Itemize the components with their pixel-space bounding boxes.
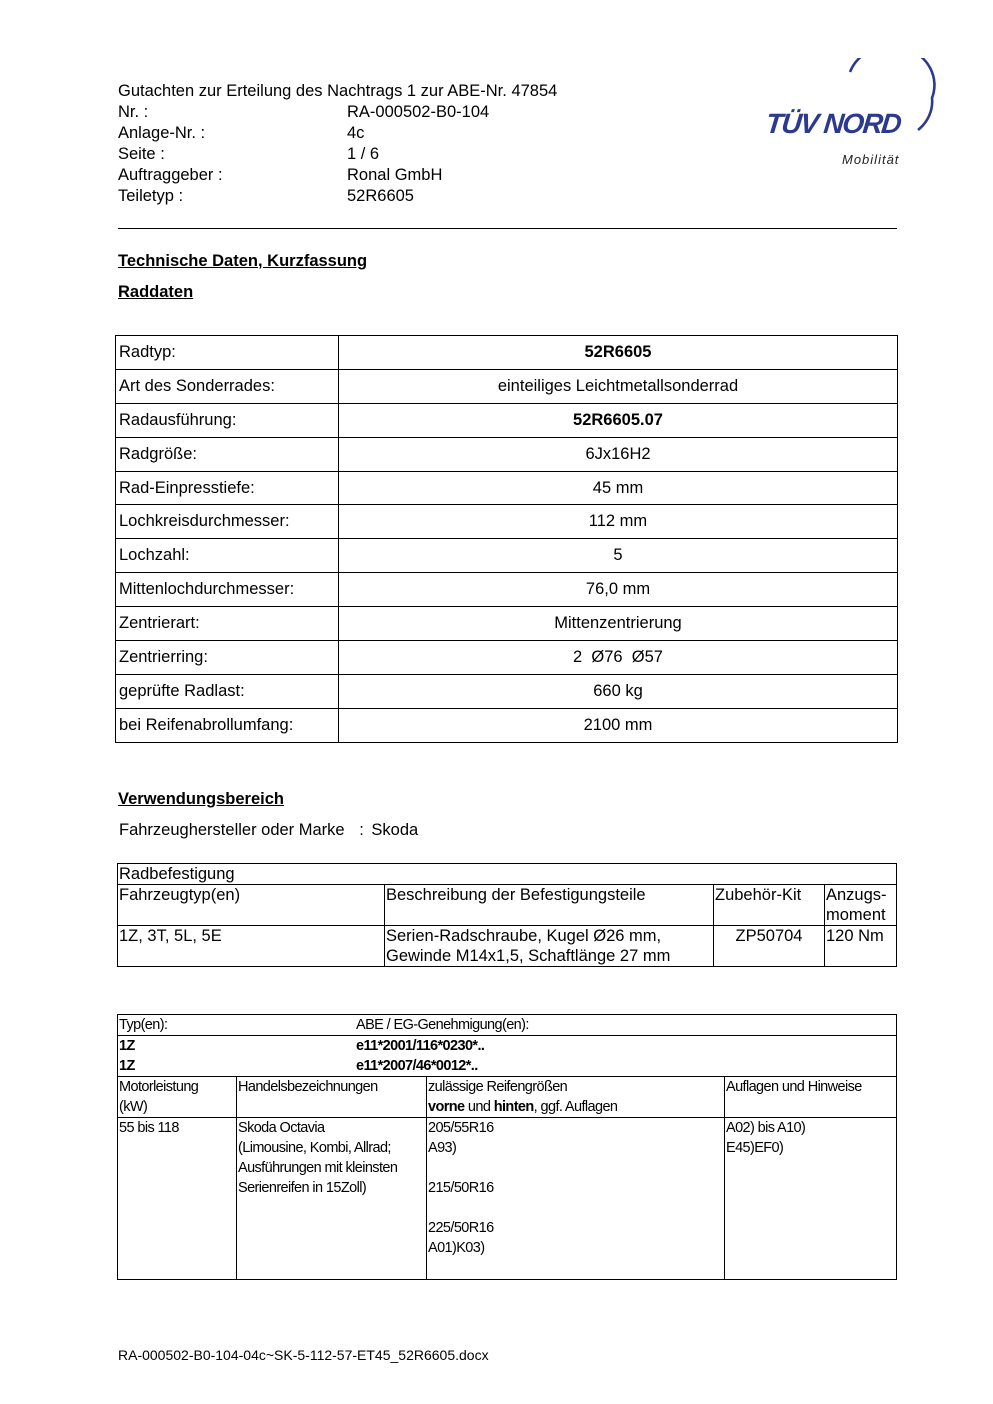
abe-head-cell	[118, 1015, 897, 1036]
document-title: Gutachten zur Erteilung des Nachtrags 1 zur ABE-Nr. 47854	[118, 82, 558, 100]
header-value: 1 / 6	[347, 145, 380, 163]
col-header: Auflagen und Hinweise	[725, 1077, 897, 1118]
cell-anzugsmoment: 120 Nm	[825, 926, 897, 967]
header-row-nr	[118, 102, 489, 123]
abe-number: e11*2007/46*0012*..	[356, 1058, 478, 1074]
cell-fahrzeugtyp: 1Z, 3T, 5L, 5E	[118, 926, 385, 967]
abe-table	[117, 1014, 897, 1280]
col-header-anzugsmoment	[825, 885, 897, 926]
cell-auflagen	[725, 1118, 897, 1280]
cell-beschreibung	[385, 926, 714, 967]
cell-line: E45)EF0)	[726, 1140, 784, 1156]
raddaten-label: Lochzahl:	[116, 539, 339, 573]
cell-line: A93)	[428, 1140, 457, 1156]
raddaten-label: Lochkreisdurchmesser:	[116, 505, 339, 539]
hersteller-value: Skoda	[371, 821, 419, 839]
header-label: Nr. :	[118, 103, 149, 121]
col-header: Zubehör-Kit	[714, 885, 825, 926]
table-row	[116, 607, 898, 641]
table-row	[116, 539, 898, 573]
table-row	[116, 641, 898, 675]
table-row	[116, 403, 898, 437]
raddaten-value: 112 mm	[339, 505, 898, 539]
reifen-header-text: , ggf. Auflagen	[533, 1099, 618, 1115]
raddaten-label: Mittenlochdurchmesser:	[116, 573, 339, 607]
hersteller-line	[119, 821, 418, 840]
header-row-anlage	[118, 123, 364, 144]
table-row	[118, 1015, 897, 1036]
typ-label: Typ(en):	[119, 1017, 168, 1033]
cell-line	[428, 1198, 723, 1218]
header-value: 4c	[347, 124, 365, 142]
raddaten-value: 2 Ø76 Ø57	[339, 641, 898, 675]
beschreibung-line: Gewinde M14x1,5, Schaftlänge 27 mm	[386, 947, 671, 965]
abe-number: e11*2001/116*0230*..	[356, 1038, 485, 1054]
raddaten-value: 52R6605.07	[339, 403, 898, 437]
raddaten-value: 6Jx16H2	[339, 437, 898, 471]
header-row-seite	[118, 144, 379, 165]
table-row	[118, 1118, 897, 1280]
raddaten-value: 5	[339, 539, 898, 573]
raddaten-table	[115, 335, 898, 743]
table-row	[118, 1077, 897, 1118]
raddaten-value: Mittenzentrierung	[339, 607, 898, 641]
table-row	[116, 573, 898, 607]
raddaten-label: bei Reifenabrollumfang:	[116, 708, 339, 742]
section-raddaten: Raddaten	[118, 283, 194, 301]
beschreibung-line: Serien-Radschraube, Kugel Ø26 mm,	[386, 927, 662, 945]
footer-filename: RA-000502-B0-104-04c~SK-5-112-57-ET45_52R6605.docx	[118, 1347, 489, 1363]
raddaten-value: 52R6605	[339, 336, 898, 370]
cell-motorleistung: 55 bis 118	[118, 1118, 237, 1280]
table-row	[116, 336, 898, 370]
raddaten-value: einteiliges Leichtmetallsonderrad	[339, 369, 898, 403]
raddaten-value: 2100 mm	[339, 708, 898, 742]
logo-subtitle: Mobilität	[842, 152, 900, 167]
table-row	[116, 471, 898, 505]
table-row	[116, 437, 898, 471]
raddaten-label: geprüfte Radlast:	[116, 674, 339, 708]
motor-header-line: (kW)	[119, 1099, 148, 1115]
abe-label: ABE / EG-Genehmigung(en):	[356, 1017, 529, 1033]
section-technische-daten: Technische Daten, Kurzfassung	[118, 252, 368, 270]
table-row	[116, 369, 898, 403]
header-label: Seite :	[118, 145, 165, 163]
header-divider	[118, 228, 897, 229]
table-row	[118, 1036, 897, 1077]
cell-line: Skoda Octavia	[238, 1120, 325, 1136]
cell-line	[428, 1158, 723, 1178]
table-row	[118, 864, 897, 885]
col-header: Fahrzeugtyp(en)	[118, 885, 385, 926]
hersteller-label: Fahrzeughersteller oder Marke	[119, 821, 345, 839]
header-label: Teiletyp :	[118, 187, 184, 205]
col-header-motor	[118, 1077, 237, 1118]
typ-value: 1Z	[119, 1038, 135, 1054]
raddaten-label: Zentrierring:	[116, 641, 339, 675]
cell-reifengroessen	[427, 1118, 725, 1280]
header-value: Ronal GmbH	[347, 166, 443, 184]
cell-line: Ausführungen mit kleinsten	[238, 1160, 398, 1176]
header-label: Anlage-Nr. :	[118, 124, 206, 142]
col-header: Beschreibung der Befestigungsteile	[385, 885, 714, 926]
reifen-header-text: und	[464, 1099, 494, 1115]
cell-line: 225/50R16	[428, 1220, 494, 1236]
typ-value: 1Z	[119, 1058, 135, 1074]
col-header: Anzugs-	[826, 886, 887, 904]
radbefestigung-title: Radbefestigung	[118, 864, 897, 885]
table-row	[118, 885, 897, 926]
col-header: Handelsbezeichnungen	[237, 1077, 427, 1118]
raddaten-label: Art des Sonderrades:	[116, 369, 339, 403]
cell-line: A01)K03)	[428, 1240, 485, 1256]
raddaten-value: 45 mm	[339, 471, 898, 505]
hersteller-separator: :	[359, 821, 364, 839]
raddaten-label: Radtyp:	[116, 336, 339, 370]
raddaten-value: 660 kg	[339, 674, 898, 708]
raddaten-label: Radausführung:	[116, 403, 339, 437]
table-row	[116, 674, 898, 708]
col-header: moment	[826, 906, 886, 924]
cell-line: Serienreifen in 15Zoll)	[238, 1180, 367, 1196]
motor-header-line: Motorleistung	[119, 1079, 199, 1095]
reifen-header-line: zulässige Reifengrößen	[428, 1079, 568, 1095]
header-row-auftraggeber	[118, 165, 442, 186]
abe-types-cell	[118, 1036, 897, 1077]
reifen-header-bold: vorne	[428, 1099, 465, 1115]
cell-zubehoer-kit: ZP50704	[714, 926, 825, 967]
raddaten-label: Zentrierart:	[116, 607, 339, 641]
section-verwendungsbereich: Verwendungsbereich	[118, 790, 284, 808]
table-row	[116, 505, 898, 539]
header-label: Auftraggeber :	[118, 166, 223, 184]
cell-line: A02) bis A10)	[726, 1120, 806, 1136]
cell-line: 215/50R16	[428, 1180, 494, 1196]
table-row	[118, 926, 897, 967]
raddaten-value: 76,0 mm	[339, 573, 898, 607]
header-value: RA-000502-B0-104	[347, 103, 490, 121]
table-row	[116, 708, 898, 742]
reifen-header-bold: hinten	[493, 1099, 534, 1115]
cell-line: (Limousine, Kombi, Allrad;	[238, 1140, 391, 1156]
header-row-teiletyp	[118, 186, 414, 207]
col-header-reifen	[427, 1077, 725, 1118]
cell-handelsbezeichnung	[237, 1118, 427, 1280]
raddaten-label: Rad-Einpresstiefe:	[116, 471, 339, 505]
radbefestigung-table	[117, 863, 897, 967]
raddaten-label: Radgröße:	[116, 437, 339, 471]
header-value: 52R6605	[347, 187, 414, 205]
cell-line: 205/55R16	[428, 1120, 494, 1136]
tuv-nord-logo: TÜV NORD	[764, 108, 902, 139]
